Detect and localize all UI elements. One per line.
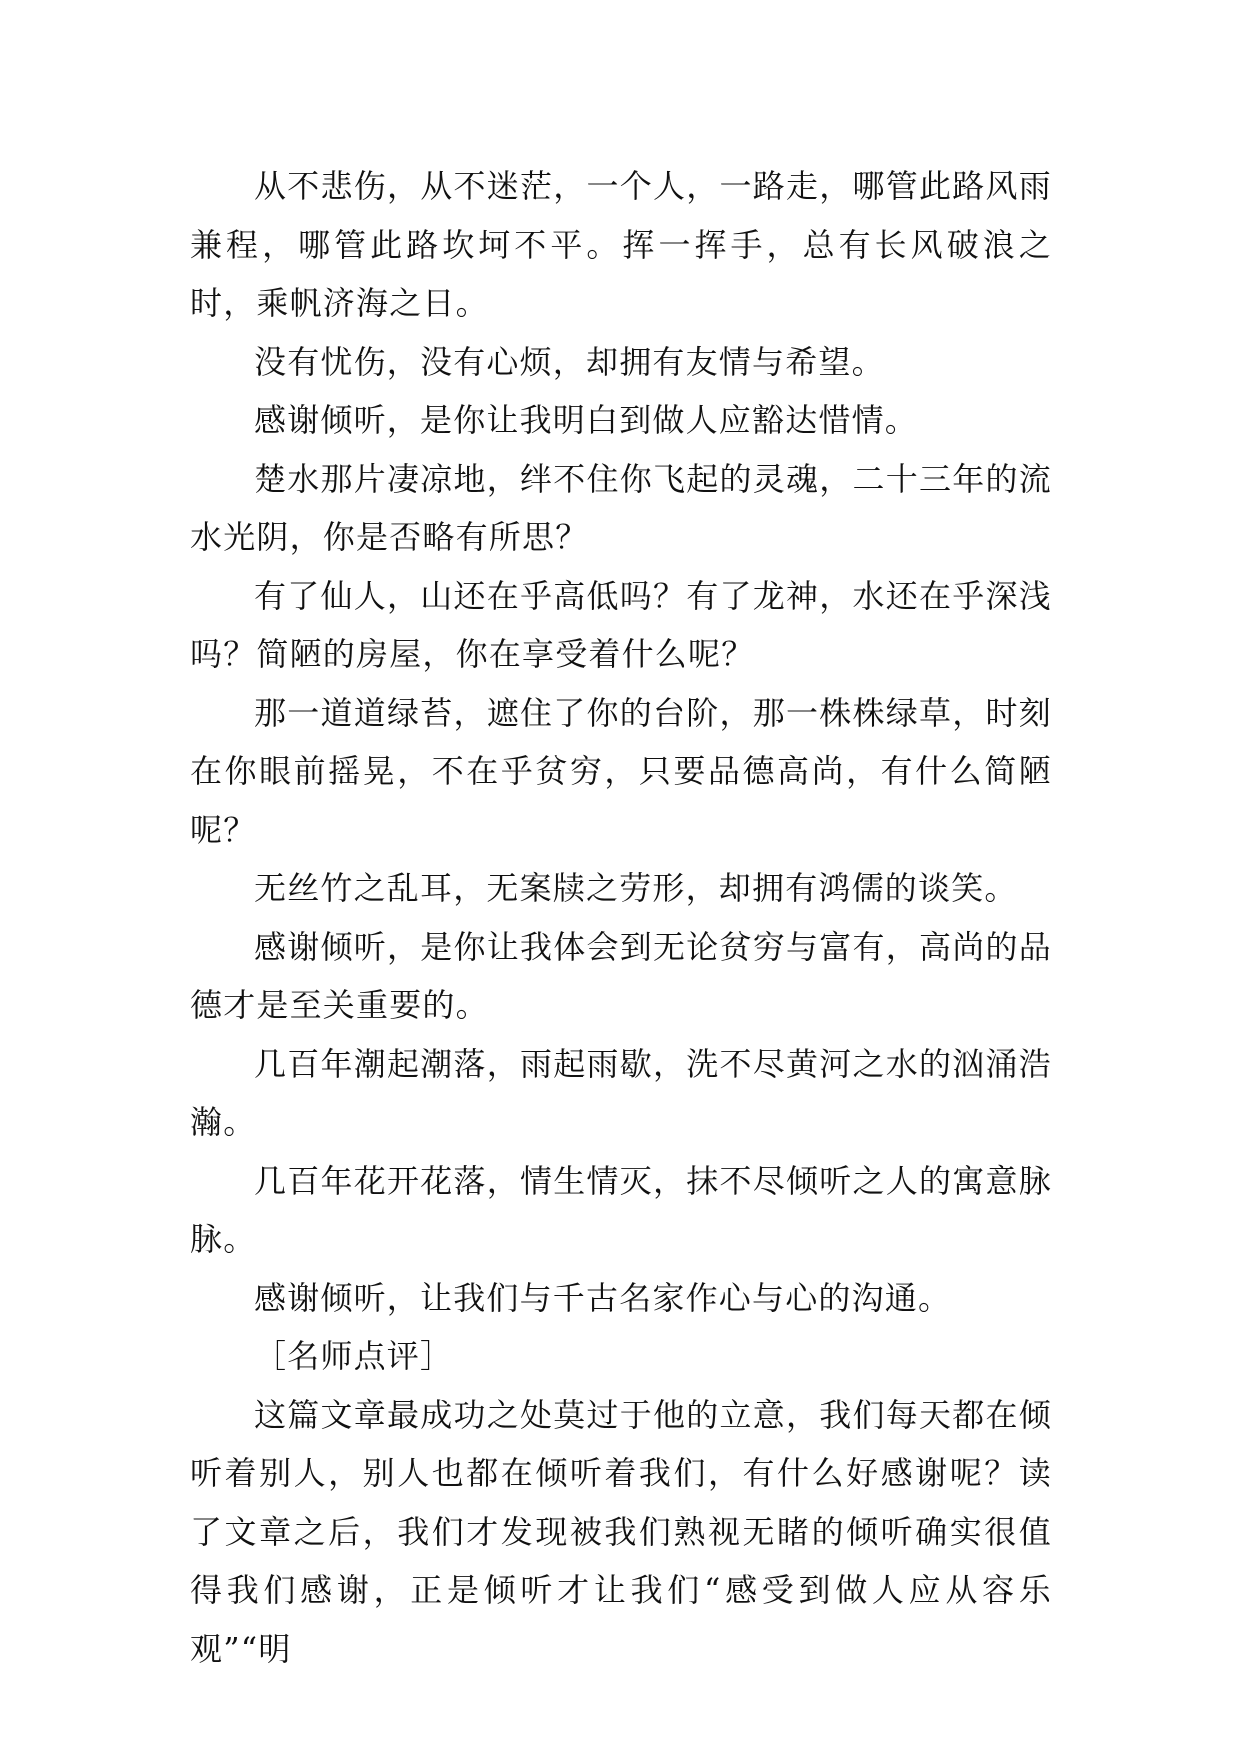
paragraph-10: 几百年花开花落，情生情灭，抹不尽倾听之人的寓意脉脉。 (190, 1161, 1052, 1258)
paragraph-8: 感谢倾听，是你让我体会到无论贫穷与富有，高尚的品德才是至关重要的。 (190, 927, 1052, 1024)
paragraph-9: 几百年潮起潮落，雨起雨歇，洗不尽黄河之水的汹涌浩瀚。 (190, 1044, 1052, 1141)
paragraph-11: 感谢倾听，让我们与千古名家作心与心的沟通。 (254, 1278, 952, 1317)
paragraph-6: 那一道道绿苔，遮住了你的台阶，那一株株绿草，时刻在你眼前摇晃，不在乎贫穷，只要品德高尚，有什么简陋呢？ (190, 693, 1052, 849)
paragraph-7: 无丝竹之乱耳，无案牍之劳形，却拥有鸿儒的谈笑。 (254, 869, 1018, 907)
essay-body (190, 157, 1052, 1678)
paragraph-2: 没有忧伤，没有心烦，却拥有友情与希望。 (254, 342, 885, 381)
paragraph-4: 楚水那片凄凉地，绊不住你飞起的灵魂，二十三年的流水光阴，你是否略有所思？ (190, 459, 1052, 556)
paragraph-5: 有了仙人，山还在乎高低吗？有了龙神，水还在乎深浅吗？简陋的房屋，你在享受着什么呢？ (190, 576, 1052, 673)
paragraph-review: 这篇文章最成功之处莫过于他的立意，我们每天都在倾听着别人，别人也都在倾听着我们，有什么好感谢呢？读了文章之后，我们才发现被我们熟视无睹的倾听确实很值得我们感谢，正是倾听才让我们“感受到做人应从容乐观”“明 (190, 1395, 1052, 1668)
section-heading-teacher-review: ［名师点评］ (254, 1337, 454, 1375)
paragraph-3: 感谢倾听，是你让我明白到做人应豁达惜情。 (254, 401, 919, 439)
paragraph-1: 从不悲伤，从不迷茫，一个人，一路走，哪管此路风雨兼程，哪管此路坎坷不平。挥一挥手，总有长风破浪之时，乘帆济海之日。 (190, 167, 1052, 322)
